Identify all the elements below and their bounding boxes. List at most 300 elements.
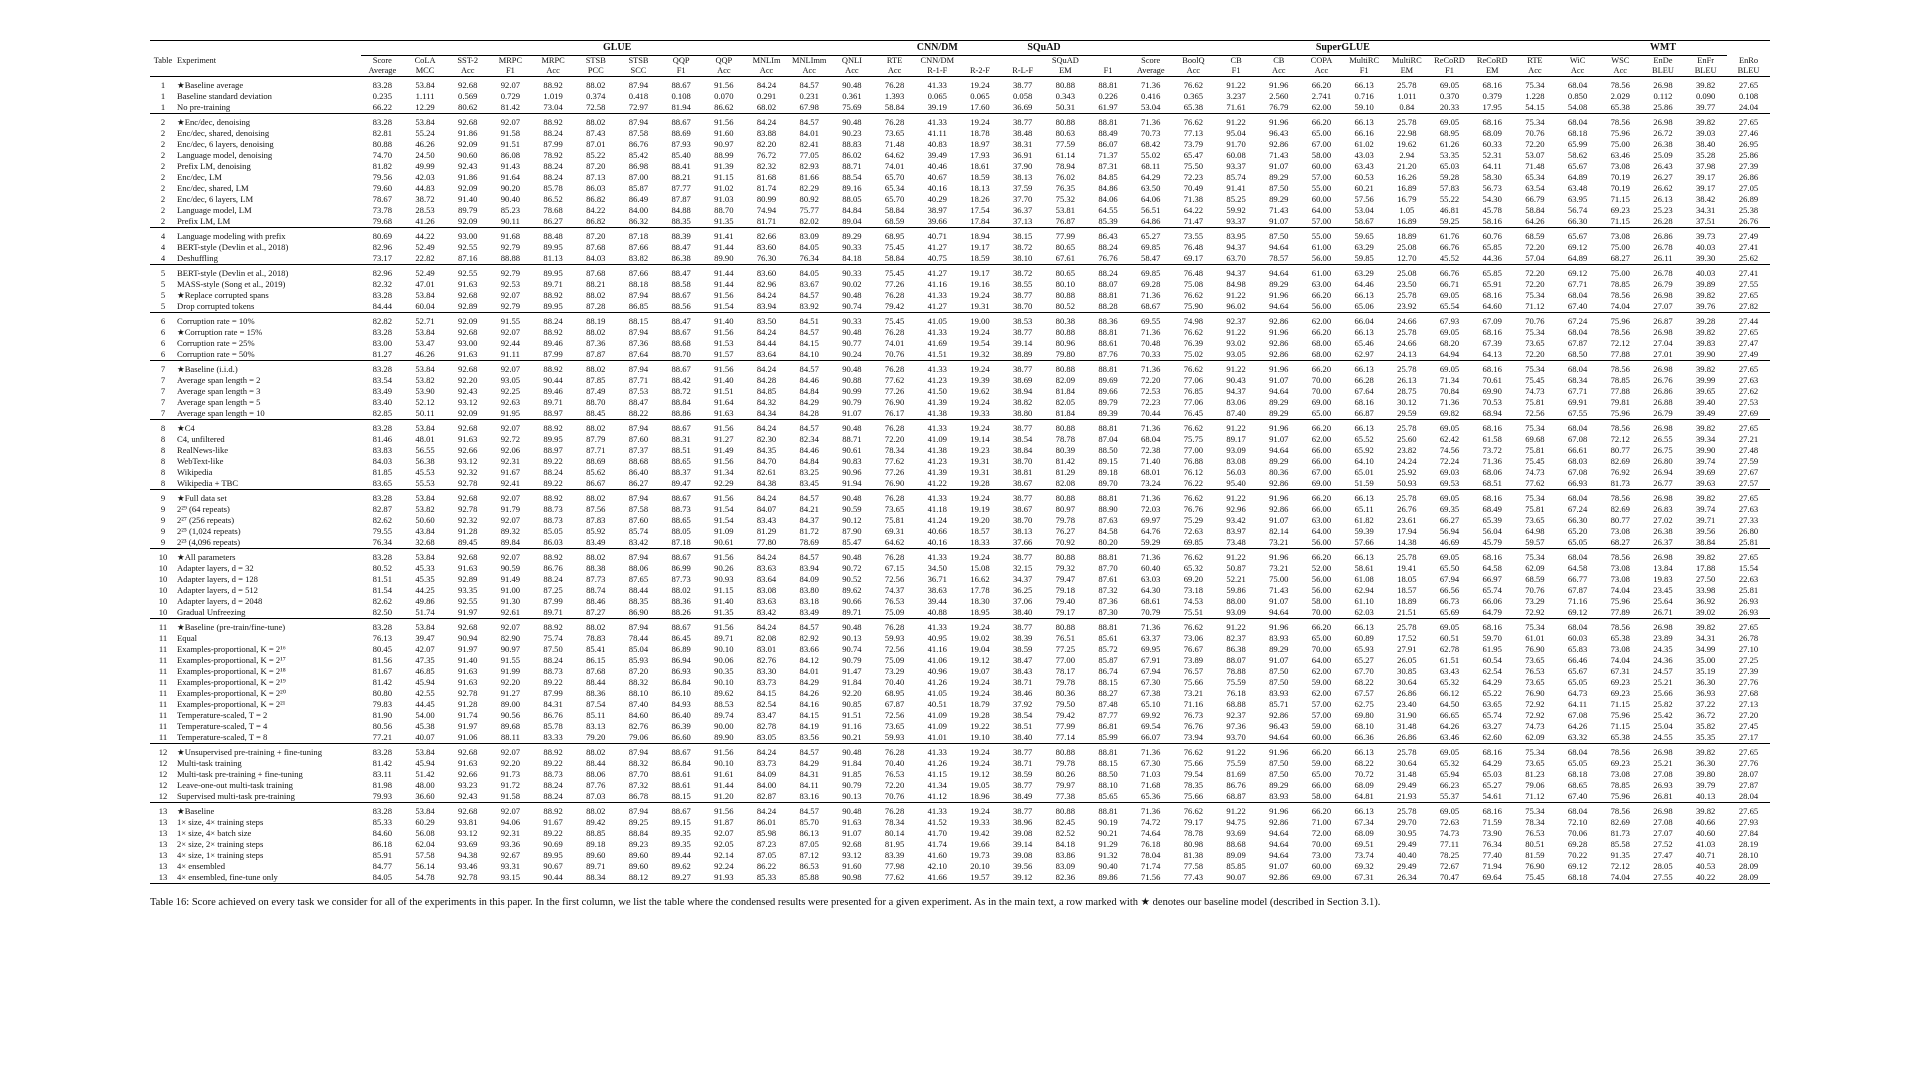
score-cell: 1.05 [1399, 205, 1415, 215]
score-cell: 55.53 [415, 478, 435, 488]
score-cell: 83.30 [756, 666, 777, 676]
score-cell: 91.22 [1226, 747, 1246, 757]
experiment-cell: ★Replace corrupted spans [177, 290, 269, 300]
score-cell: 0.84 [1399, 102, 1415, 112]
score-cell: 68.04 [1567, 290, 1588, 300]
score-cell: 53.84 [415, 80, 435, 90]
score-cell: 80.10 [1055, 279, 1076, 289]
table-row [150, 490, 1770, 505]
score-cell: 94.06 [500, 817, 521, 827]
score-cell: 78.78 [1055, 434, 1076, 444]
score-cell: 38.97 [927, 205, 947, 215]
score-cell: 80.69 [372, 231, 393, 241]
score-cell: 34.37 [1012, 574, 1033, 584]
score-cell: 78.83 [586, 633, 606, 643]
score-cell: 26.86 [1397, 732, 1417, 742]
score-cell: 84.16 [799, 699, 819, 709]
score-cell: 76.62 [1183, 364, 1204, 374]
score-cell: 86.89 [671, 644, 691, 654]
score-cell: 88.67 [671, 552, 691, 562]
score-cell: 83.94 [756, 301, 777, 311]
score-cell: 61.95 [1482, 644, 1502, 654]
score-cell: 76.53 [884, 596, 905, 606]
score-cell: 13.84 [1653, 563, 1673, 573]
score-cell: 26.38 [1653, 139, 1673, 149]
score-cell: 59.29 [1141, 537, 1161, 547]
score-cell: 87.83 [586, 515, 606, 525]
score-cell: 19.24 [970, 327, 990, 337]
score-cell: 70.00 [1311, 644, 1332, 654]
score-cell: 19.62 [970, 386, 990, 396]
score-cell: 86.39 [671, 721, 691, 731]
score-cell: 19.19 [970, 504, 990, 514]
score-cell: 90.48 [842, 423, 862, 433]
score-cell: 69.17 [1183, 253, 1204, 263]
column-header: MNLImm [792, 56, 827, 65]
score-cell: 91.22 [1226, 117, 1246, 127]
score-cell: 86.22 [756, 861, 777, 871]
score-cell: 38.77 [1012, 327, 1033, 337]
score-cell: 91.97 [458, 607, 478, 617]
table-row [150, 710, 1770, 721]
column-header: Acc [1300, 66, 1343, 77]
score-cell: 65.69 [1439, 607, 1460, 617]
table-row [150, 456, 1770, 467]
score-cell: 82.29 [799, 183, 819, 193]
column-header: EnRo [1738, 55, 1759, 65]
score-cell: 68.42 [1141, 139, 1161, 149]
score-cell: 26.89 [1738, 194, 1759, 204]
score-cell: 91.56 [714, 456, 734, 466]
score-cell: 69.20 [1183, 574, 1204, 584]
score-cell: 85.87 [1098, 655, 1118, 665]
score-cell: 69.00 [1311, 872, 1332, 882]
score-cell: 83.93 [1269, 791, 1289, 801]
score-cell: 38.77 [1012, 80, 1033, 90]
score-cell: 90.61 [714, 537, 734, 547]
score-cell: 86.52 [543, 194, 563, 204]
score-cell: 65.67 [1567, 231, 1588, 241]
score-cell: 88.92 [543, 806, 563, 816]
score-cell: 38.55 [1012, 279, 1033, 289]
score-cell: 87.49 [586, 386, 606, 396]
score-cell: 66.73 [1439, 596, 1460, 606]
score-cell: 91.96 [1269, 364, 1289, 374]
score-cell: 68.18 [1567, 128, 1588, 138]
score-cell: 84.03 [586, 253, 606, 263]
score-cell: 90.12 [842, 515, 862, 525]
score-cell: 39.74 [1695, 456, 1716, 466]
score-cell: 88.81 [1098, 80, 1118, 90]
score-cell: 59.85 [1354, 253, 1374, 263]
score-cell: 88.21 [671, 172, 691, 182]
score-cell: 73.65 [1525, 655, 1545, 665]
score-cell: 68.01 [1141, 467, 1161, 477]
score-cell: 88.11 [500, 732, 520, 742]
score-cell: 94.64 [1269, 445, 1289, 455]
score-cell: 88.85 [586, 828, 606, 838]
score-cell: 88.92 [543, 622, 563, 632]
score-cell: 92.68 [458, 622, 478, 632]
score-cell: 70.92 [1055, 537, 1076, 547]
score-cell: 83.50 [756, 316, 777, 326]
score-cell: 67.61 [1055, 253, 1076, 263]
score-cell: 27.21 [1738, 434, 1759, 444]
score-cell: 59.92 [1226, 205, 1246, 215]
score-cell: 70.49 [1183, 183, 1204, 193]
score-cell: 91.22 [1226, 364, 1246, 374]
score-cell: 39.28 [1695, 316, 1716, 326]
score-cell: 68.04 [1567, 493, 1588, 503]
column-header: CB [1230, 56, 1242, 65]
column-header: RTE [886, 56, 903, 65]
score-cell: 84.15 [756, 688, 777, 698]
score-cell: 90.85 [842, 699, 862, 709]
score-cell: 60.00 [1311, 861, 1332, 871]
score-cell: 85.05 [543, 526, 563, 536]
score-cell: 90.79 [842, 397, 862, 407]
score-cell: 87.90 [842, 526, 862, 536]
score-cell: 23.40 [1397, 699, 1417, 709]
score-cell: 65.91 [1482, 279, 1502, 289]
score-cell: 90.48 [842, 552, 862, 562]
score-cell: 88.81 [1098, 747, 1118, 757]
score-cell: 69.35 [1439, 504, 1460, 514]
score-cell: 58.00 [1311, 150, 1332, 160]
score-cell: 17.95 [1482, 102, 1502, 112]
score-cell: 79.83 [372, 699, 393, 709]
score-cell: 87.63 [1098, 515, 1118, 525]
table-row [150, 290, 1770, 301]
score-cell: 90.77 [842, 338, 862, 348]
score-cell: 64.00 [1311, 655, 1332, 665]
score-cell: 66.00 [1311, 456, 1332, 466]
score-cell: 88.50 [1098, 445, 1118, 455]
experiment-cell: ★Baseline [177, 806, 215, 816]
score-cell: 82.08 [1055, 478, 1076, 488]
score-cell: 38.54 [1012, 710, 1033, 720]
score-cell: 26.76 [1738, 216, 1759, 226]
score-cell: 41.33 [927, 327, 947, 337]
experiment-cell: Adapter layers, d = 2048 [177, 596, 263, 606]
score-cell: 93.12 [458, 828, 478, 838]
score-cell: 87.56 [586, 504, 606, 514]
score-cell: 88.81 [1098, 327, 1118, 337]
score-cell: 89.71 [586, 861, 606, 871]
score-cell: 92.78 [458, 504, 478, 514]
score-cell: 33.98 [1695, 585, 1716, 595]
score-cell: 26.98 [1653, 327, 1673, 337]
table-row [150, 408, 1770, 420]
score-cell: 78.56 [1610, 290, 1630, 300]
score-cell: 26.94 [1653, 467, 1673, 477]
score-cell: 84.46 [799, 445, 819, 455]
score-cell: 84.03 [372, 456, 393, 466]
score-cell: 88.67 [671, 806, 691, 816]
score-cell: 75.34 [1525, 493, 1545, 503]
score-cell: 31.48 [1397, 769, 1417, 779]
score-cell: 66.77 [1567, 574, 1588, 584]
score-cell: 69.92 [1141, 710, 1161, 720]
score-cell: 19.24 [970, 397, 990, 407]
score-cell: 88.92 [543, 364, 563, 374]
score-cell: 66.20 [1311, 364, 1332, 374]
score-cell: 53.84 [415, 117, 435, 127]
score-cell: 87.50 [1269, 677, 1289, 687]
score-cell: 27.57 [1738, 478, 1759, 488]
table-number-cell: 2 [160, 216, 166, 226]
score-cell: 71.03 [1141, 769, 1161, 779]
score-cell: 25.78 [1397, 290, 1417, 300]
score-cell: 56.00 [1311, 253, 1332, 263]
score-cell: 66.65 [1439, 710, 1460, 720]
score-cell: 91.96 [1269, 493, 1289, 503]
score-cell: 84.28 [756, 375, 777, 385]
score-cell: 94.64 [1269, 732, 1289, 742]
score-cell: 41.11 [927, 128, 947, 138]
group-header: WMT [1599, 41, 1727, 56]
score-cell: 90.97 [714, 139, 734, 149]
score-cell: 58.61 [1354, 563, 1374, 573]
score-cell: 86.76 [1226, 780, 1246, 790]
score-cell: 54.61 [1482, 791, 1502, 801]
score-cell: 19.33 [970, 408, 990, 418]
score-cell: 89.35 [671, 839, 691, 849]
score-cell: 75.45 [884, 316, 905, 326]
score-cell: 58.62 [1567, 150, 1588, 160]
score-cell: 73.65 [1525, 338, 1545, 348]
score-cell: 27.82 [1738, 301, 1759, 311]
score-cell: 44.45 [415, 699, 435, 709]
score-cell: 90.93 [714, 574, 734, 584]
score-cell: 0.569 [458, 91, 478, 101]
score-cell: 91.54 [714, 515, 734, 525]
score-cell: 90.00 [714, 721, 734, 731]
score-cell: 88.02 [586, 552, 606, 562]
score-cell: 92.68 [458, 552, 478, 562]
score-cell: 59.25 [1439, 216, 1460, 226]
score-cell: 85.78 [543, 183, 563, 193]
score-cell: 88.44 [628, 585, 649, 595]
score-cell: 91.07 [1269, 861, 1289, 871]
column-header: QQP [672, 56, 690, 65]
score-cell: 82.32 [756, 161, 777, 171]
score-cell: 84.05 [799, 268, 819, 278]
score-cell: 19.12 [970, 655, 990, 665]
table-number-cell: 10 [158, 585, 168, 595]
score-cell: 75.00 [1610, 242, 1630, 252]
score-cell: 71.16 [1567, 596, 1588, 606]
column-header: Score [1141, 56, 1161, 65]
table-row [150, 791, 1770, 803]
score-cell: 84.84 [842, 205, 862, 215]
table-number-cell: 9 [160, 526, 166, 536]
score-cell: 83.28 [372, 622, 393, 632]
score-cell: 67.00 [1311, 467, 1332, 477]
score-cell: 89.66 [1098, 386, 1118, 396]
score-cell: 86.76 [543, 710, 563, 720]
score-cell: 93.23 [458, 780, 478, 790]
score-cell: 19.24 [970, 758, 990, 768]
score-cell: 83.28 [372, 423, 393, 433]
table-row [150, 537, 1770, 549]
score-cell: 82.14 [1269, 526, 1289, 536]
score-cell: 83.28 [372, 80, 393, 90]
score-cell: 70.33 [1141, 349, 1161, 359]
score-cell: 73.74 [1354, 850, 1374, 860]
score-cell: 38.77 [1012, 423, 1033, 433]
score-cell: 83.67 [799, 279, 819, 289]
score-cell: 84.84 [799, 456, 819, 466]
score-cell: 81.90 [372, 710, 393, 720]
score-cell: 91.47 [842, 666, 862, 676]
score-cell: 65.92 [1354, 445, 1374, 455]
score-cell: 68.16 [1482, 806, 1502, 816]
score-cell: 82.62 [372, 515, 393, 525]
score-cell: 83.49 [799, 607, 819, 617]
score-cell: 64.06 [1141, 194, 1161, 204]
score-cell: 88.72 [671, 386, 691, 396]
score-cell: 66.13 [1354, 290, 1374, 300]
score-cell: 74.04 [1610, 655, 1630, 665]
score-cell: 88.92 [543, 423, 563, 433]
score-cell: 87.76 [1098, 349, 1118, 359]
experiment-cell: ★C4 [177, 423, 195, 433]
score-cell: 25.23 [1653, 205, 1673, 215]
score-cell: 94.64 [1269, 242, 1289, 252]
score-cell: 90.74 [842, 301, 862, 311]
score-cell: 69.12 [1567, 242, 1588, 252]
score-cell: 49.86 [415, 596, 435, 606]
score-cell: 84.24 [756, 290, 777, 300]
score-cell: 84.29 [799, 677, 819, 687]
column-header: WiC [1569, 56, 1586, 65]
score-cell: 66.13 [1354, 552, 1374, 562]
score-cell: 86.03 [543, 537, 563, 547]
score-cell: 67.98 [799, 102, 819, 112]
score-cell: 89.71 [842, 607, 862, 617]
score-cell: 88.48 [543, 231, 563, 241]
score-cell: 60.76 [1482, 231, 1502, 241]
score-cell: 37.22 [1695, 699, 1716, 709]
score-cell: 68.04 [1567, 364, 1588, 374]
score-cell: 87.50 [1269, 758, 1289, 768]
score-cell: 80.52 [1055, 301, 1076, 311]
score-cell: 83.28 [372, 806, 393, 816]
group-header: GLUE [361, 41, 873, 56]
score-cell: 39.82 [1695, 806, 1716, 816]
table-number-cell: 12 [158, 780, 168, 790]
score-cell: 52.31 [1482, 150, 1502, 160]
score-cell: 73.08 [1610, 161, 1630, 171]
score-cell: 85.39 [1098, 216, 1118, 226]
score-cell: 80.88 [372, 139, 393, 149]
score-cell: 76.02 [1055, 172, 1076, 182]
table-row [150, 688, 1770, 699]
score-cell: 59.93 [884, 633, 905, 643]
table-row [150, 861, 1770, 872]
score-cell: 88.15 [1098, 677, 1118, 687]
score-cell: 41.60 [927, 850, 947, 860]
score-cell: 39.89 [1695, 279, 1716, 289]
score-cell: 68.59 [1525, 231, 1545, 241]
score-cell: 39.47 [415, 633, 435, 643]
score-cell: 85.71 [1269, 699, 1289, 709]
score-cell: 95.04 [1226, 128, 1246, 138]
score-cell: 27.63 [1738, 375, 1759, 385]
score-cell: 23.61 [1397, 515, 1417, 525]
score-cell: 87.36 [1098, 596, 1118, 606]
score-cell: 91.63 [458, 349, 478, 359]
score-cell: 16.89 [1397, 183, 1417, 193]
score-cell: 86.10 [671, 688, 691, 698]
table-number-cell: 7 [160, 386, 166, 396]
score-cell: 27.25 [1738, 655, 1759, 665]
score-cell: 24.66 [1397, 316, 1417, 326]
score-cell: 68.04 [1567, 622, 1588, 632]
score-cell: 58.00 [1311, 791, 1332, 801]
score-cell: 71.48 [884, 139, 905, 149]
score-cell: 78.56 [1610, 327, 1630, 337]
score-cell: 88.36 [671, 596, 691, 606]
score-cell: 21.20 [1397, 161, 1417, 171]
score-cell: 64.26 [1525, 216, 1545, 226]
score-cell: 71.34 [1439, 375, 1460, 385]
experiment-cell: 4× ensembled, fine-tune only [177, 872, 278, 882]
score-cell: 87.87 [671, 194, 691, 204]
score-cell: 86.82 [586, 216, 606, 226]
score-cell: 48.00 [415, 780, 435, 790]
score-cell: 69.82 [1439, 408, 1460, 418]
score-cell: 92.72 [500, 434, 521, 444]
score-cell: 92.05 [714, 839, 734, 849]
score-cell: 90.11 [500, 216, 520, 226]
score-cell: 27.65 [1738, 80, 1759, 90]
score-cell: 27.13 [1738, 699, 1759, 709]
score-cell: 27.08 [1653, 769, 1673, 779]
score-cell: 53.04 [1141, 102, 1161, 112]
score-cell: 68.20 [1439, 338, 1460, 348]
score-cell: 41.38 [927, 408, 947, 418]
score-cell: 68.18 [1567, 872, 1588, 882]
experiment-cell: C4, unfiltered [177, 434, 225, 444]
score-cell: 46.26 [415, 139, 435, 149]
score-cell: 35.82 [1695, 721, 1716, 731]
score-cell: 83.00 [372, 338, 393, 348]
score-cell: 76.28 [884, 806, 905, 816]
table-row [150, 253, 1770, 265]
score-cell: 80.88 [1055, 364, 1076, 374]
score-cell: 73.29 [884, 666, 905, 676]
column-header: F1 [489, 66, 532, 77]
score-cell: 25.78 [1397, 327, 1417, 337]
score-cell: 89.27 [671, 872, 691, 882]
score-cell: 19.20 [970, 515, 990, 525]
score-cell: 39.02 [1695, 607, 1716, 617]
score-cell: 38.84 [1012, 445, 1033, 455]
score-cell: 88.35 [628, 596, 649, 606]
score-cell: 88.74 [586, 585, 606, 595]
table-number-cell: 11 [158, 633, 168, 643]
score-cell: 45.79 [1482, 537, 1502, 547]
score-cell: 83.60 [756, 268, 777, 278]
column-header: Acc [1599, 66, 1642, 77]
score-cell: 67.40 [1567, 791, 1588, 801]
score-cell: 68.09 [1354, 828, 1374, 838]
score-cell: 19.33 [970, 817, 990, 827]
score-cell: 84.28 [799, 408, 819, 418]
score-cell: 86.27 [628, 478, 649, 488]
